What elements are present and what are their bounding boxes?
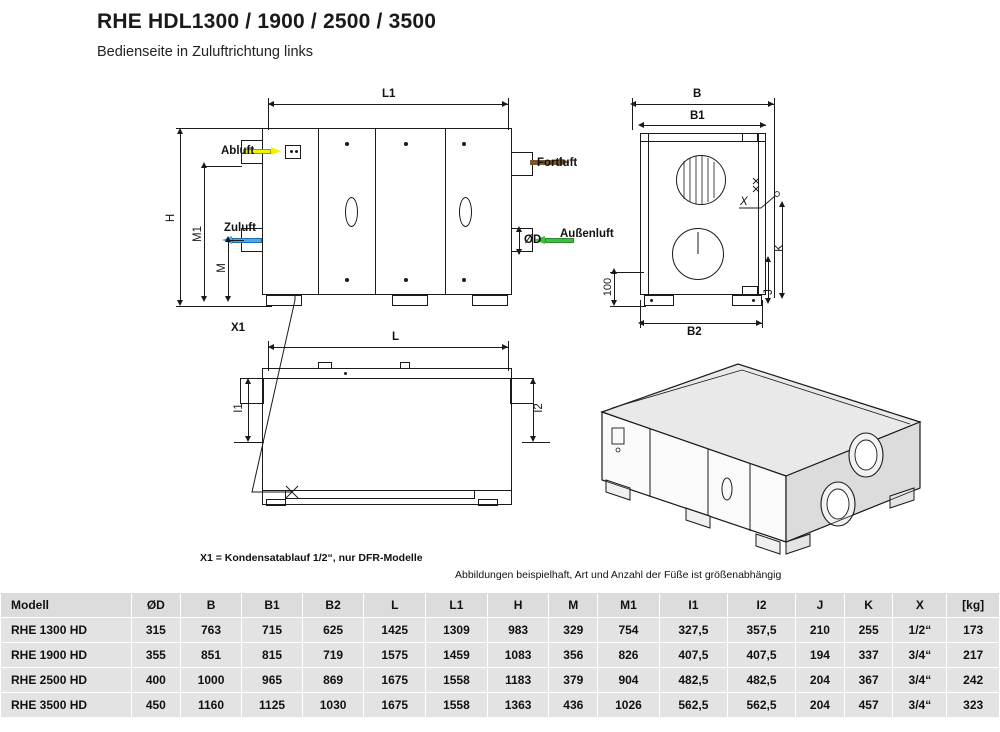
- cell-i2: 562,5: [727, 693, 795, 718]
- cell-kg: 323: [947, 693, 1000, 718]
- bracket-br: [742, 286, 758, 295]
- cell-kg: 217: [947, 643, 1000, 668]
- cell-kg: 242: [947, 668, 1000, 693]
- foot-mid: [392, 295, 428, 306]
- fix-dot: [404, 142, 408, 146]
- cell-h: 1183: [487, 668, 549, 693]
- dim-i1-ext: [234, 442, 264, 443]
- dim-b2-ext-left: [640, 300, 641, 328]
- door-handle-1: [345, 197, 358, 227]
- label-x1: X1: [231, 322, 246, 334]
- dim-m1-label: M1: [192, 226, 204, 242]
- dim-100-ext-top: [610, 272, 644, 273]
- top-edge-line: [262, 378, 512, 379]
- cell-l: 1575: [364, 643, 426, 668]
- cell-model: RHE 1900 HD: [1, 643, 132, 668]
- cell-b1: 815: [242, 643, 302, 668]
- dim-m1-arrow-down: [201, 296, 207, 302]
- cell-model: RHE 1300 HD: [1, 618, 132, 643]
- cell-b1: 965: [242, 668, 302, 693]
- dim-d-arrow-down: [516, 249, 522, 255]
- cell-i1: 327,5: [659, 618, 727, 643]
- label-aussenluft: Außenluft: [560, 228, 614, 240]
- cell-j: 204: [796, 668, 845, 693]
- dim-j-label: J: [763, 289, 775, 295]
- cell-l1: 1459: [426, 643, 488, 668]
- foot-top-right: [478, 499, 498, 506]
- th-b1: B1: [242, 593, 302, 618]
- cell-b2: 625: [302, 618, 364, 643]
- th-x: X: [893, 593, 947, 618]
- th-j: J: [796, 593, 845, 618]
- dim-d-label: ØD: [524, 234, 542, 246]
- cell-b2: 719: [302, 643, 364, 668]
- dim-100-line: [614, 272, 615, 302]
- cell-i2: 357,5: [727, 618, 795, 643]
- bracket-tr: [742, 133, 758, 142]
- cell-b: 851: [180, 643, 242, 668]
- dim-m-arrow-up: [225, 236, 231, 242]
- fitting-a: [318, 362, 332, 369]
- cell-l: 1425: [364, 618, 426, 643]
- dim-100-label: 100: [602, 277, 614, 297]
- cell-x: 3/4“: [893, 693, 947, 718]
- page-subtitle: Bedienseite in Zuluftrichtung links: [97, 44, 314, 60]
- cell-k: 367: [844, 668, 893, 693]
- cell-b2: 869: [302, 668, 364, 693]
- dim-b-arrow-left: [630, 101, 636, 107]
- dim-b-ext-left: [632, 98, 633, 130]
- cell-m1: 904: [598, 668, 660, 693]
- dim-m-label: M: [216, 263, 228, 273]
- cell-x: 3/4“: [893, 643, 947, 668]
- dim-b1-arrow-right: [760, 122, 766, 128]
- cell-b1: 1125: [242, 693, 302, 718]
- base-plate: [285, 490, 475, 499]
- th-l1: L1: [426, 593, 488, 618]
- cell-j: 204: [796, 693, 845, 718]
- dim-i2-arrow-up: [530, 378, 536, 384]
- cell-kg: 173: [947, 618, 1000, 643]
- cell-b: 763: [180, 618, 242, 643]
- dim-b2-label: B2: [687, 326, 702, 338]
- dim-b-line: [632, 104, 774, 105]
- cell-j: 194: [796, 643, 845, 668]
- foot-dot-2: [752, 299, 755, 302]
- dim-m1-ext: [204, 166, 242, 167]
- side-edge-line: [648, 133, 649, 295]
- cell-l1: 1309: [426, 618, 488, 643]
- fix-dot: [345, 142, 349, 146]
- cell-m1: 754: [598, 618, 660, 643]
- cell-k: 457: [844, 693, 893, 718]
- cell-i2: 482,5: [727, 668, 795, 693]
- dim-i2-ext: [522, 442, 550, 443]
- dim-l1-ext-left: [268, 98, 269, 130]
- door-handle-2: [459, 197, 472, 227]
- dim-h-label: H: [165, 213, 177, 223]
- cell-model: RHE 2500 HD: [1, 668, 132, 693]
- fix-dot: [404, 278, 408, 282]
- cell-h: 1363: [487, 693, 549, 718]
- th-l: L: [364, 593, 426, 618]
- dim-d-arrow-up: [516, 226, 522, 232]
- th-i1: I1: [659, 593, 727, 618]
- cell-i1: 562,5: [659, 693, 727, 718]
- cell-d: 355: [132, 643, 181, 668]
- fix-dot: [345, 278, 349, 282]
- dim-b1-label: B1: [690, 110, 705, 122]
- cell-m: 329: [549, 618, 598, 643]
- fix-dot: [462, 142, 466, 146]
- cell-l1: 1558: [426, 668, 488, 693]
- dim-h-arrow-down: [177, 300, 183, 306]
- table-header-row: [1, 593, 1000, 618]
- label-abluft: Abluft: [221, 145, 255, 157]
- th-m1: M1: [598, 593, 660, 618]
- cell-x: 3/4“: [893, 668, 947, 693]
- cell-h: 983: [487, 618, 549, 643]
- cell-k: 255: [844, 618, 893, 643]
- partition-3: [445, 128, 446, 295]
- dim-b2-arrow-left: [638, 320, 644, 326]
- dim-j-arrow-up: [765, 256, 771, 262]
- dim-l-label: L: [392, 331, 400, 343]
- dim-m-ext: [228, 240, 244, 241]
- cell-l: 1675: [364, 693, 426, 718]
- th-h: H: [487, 593, 549, 618]
- th-k: K: [844, 593, 893, 618]
- table-row: [1, 668, 1000, 693]
- cell-d: 315: [132, 618, 181, 643]
- top-dot: [344, 372, 347, 375]
- cell-j: 210: [796, 618, 845, 643]
- table-row: [1, 643, 1000, 668]
- foot-right: [472, 295, 508, 306]
- dim-b2-line: [640, 323, 762, 324]
- dim-l1-label: L1: [382, 88, 396, 100]
- cell-b: 1000: [180, 668, 242, 693]
- dim-h-arrow-up: [177, 128, 183, 134]
- th-kg: [kg]: [947, 593, 1000, 618]
- cell-m: 379: [549, 668, 598, 693]
- fix-dot: [462, 278, 466, 282]
- control-panel-dot-2: [295, 150, 298, 153]
- label-zuluft: Zuluft: [224, 222, 256, 234]
- cell-b1: 715: [242, 618, 302, 643]
- cell-b2: 1030: [302, 693, 364, 718]
- control-panel-dot: [290, 150, 293, 153]
- spec-table: [0, 592, 1000, 718]
- dim-k-arrow-down: [779, 293, 785, 299]
- dim-k-arrow-up: [779, 201, 785, 207]
- cell-i1: 482,5: [659, 668, 727, 693]
- dim-i1-line: [248, 382, 249, 438]
- foot-side-right: [732, 295, 762, 306]
- partition-2: [375, 128, 376, 295]
- fitting-b: [400, 362, 410, 369]
- label-fortluft: Fortluft: [537, 157, 578, 169]
- duct-hatch: [676, 155, 726, 205]
- note-x1: X1 = Kondensatablauf 1/2“, nur DFR-Modelle: [200, 552, 423, 564]
- cell-d: 400: [132, 668, 181, 693]
- th-i2: I2: [727, 593, 795, 618]
- foot-side-left: [644, 295, 674, 306]
- dim-l-ext-left: [268, 341, 269, 371]
- cell-l: 1675: [364, 668, 426, 693]
- cell-h: 1083: [487, 643, 549, 668]
- th-d: ØD: [132, 593, 181, 618]
- partition-1: [318, 128, 319, 295]
- cell-m1: 826: [598, 643, 660, 668]
- dim-k-label: K: [774, 244, 786, 252]
- cell-k: 337: [844, 643, 893, 668]
- cell-model: RHE 3500 HD: [1, 693, 132, 718]
- dim-h-line: [180, 132, 181, 302]
- dim-l1-ext-right: [508, 98, 509, 130]
- th-b: B: [180, 593, 242, 618]
- dim-l-ext-right: [508, 341, 509, 371]
- dim-i1-label: I1: [233, 403, 245, 413]
- dim-m-line: [228, 240, 229, 298]
- th-modell: Modell: [1, 593, 132, 618]
- note-feet: Abbildungen beispielhaft, Art und Anzahl der Füße ist größenabhängig: [455, 569, 782, 581]
- cell-i1: 407,5: [659, 643, 727, 668]
- dim-l-line: [268, 347, 508, 348]
- dim-l1-line: [268, 104, 508, 105]
- page-title: RHE HDL1300 / 1900 / 2500 / 3500: [97, 10, 437, 33]
- dim-m1-line: [204, 166, 205, 298]
- dim-b1-arrow-left: [638, 122, 644, 128]
- cell-i2: 407,5: [727, 643, 795, 668]
- table-row: [1, 618, 1000, 643]
- foot-top-left: [266, 499, 286, 506]
- duct-marker: [672, 228, 724, 280]
- cell-m: 436: [549, 693, 598, 718]
- dim-b-label: B: [693, 88, 702, 100]
- dim-h-ext-top: [176, 128, 266, 129]
- dim-b2-ext-right: [762, 300, 763, 328]
- dim-b1-line: [640, 125, 766, 126]
- cell-x: 1/2“: [893, 618, 947, 643]
- dim-m1-arrow-up: [201, 162, 207, 168]
- cell-m: 356: [549, 643, 598, 668]
- dim-m-arrow-down: [225, 296, 231, 302]
- th-b2: B2: [302, 593, 364, 618]
- th-m: M: [549, 593, 598, 618]
- foot-dot: [650, 299, 653, 302]
- dim-i1-arrow-up: [245, 378, 251, 384]
- cell-m1: 1026: [598, 693, 660, 718]
- unit-body-top: [262, 368, 512, 505]
- control-panel-icon: [285, 145, 301, 159]
- cell-l1: 1558: [426, 693, 488, 718]
- cell-b: 1160: [180, 693, 242, 718]
- dim-x-label: X: [740, 196, 748, 208]
- table-row: [1, 693, 1000, 718]
- dim-i2-label: I2: [533, 403, 545, 413]
- cell-d: 450: [132, 693, 181, 718]
